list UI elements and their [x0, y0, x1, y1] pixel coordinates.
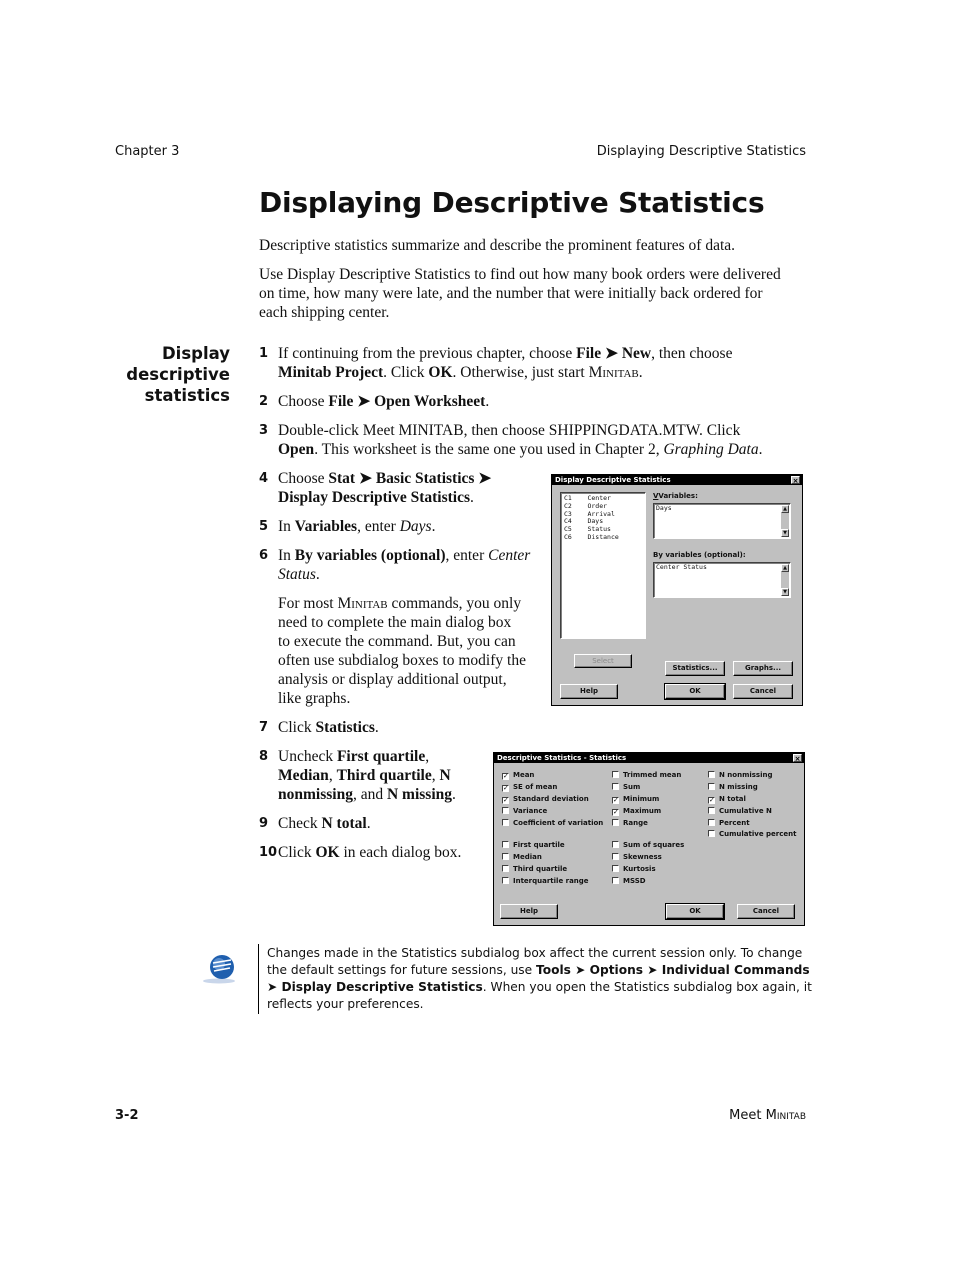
checkbox-trimmed-mean[interactable]: Trimmed mean — [612, 770, 681, 780]
checkbox-n-missing[interactable]: N missing — [708, 782, 758, 792]
dialog-title: Descriptive Statistics - Statistics — [497, 754, 627, 762]
checkbox-coefficient-of-variation[interactable]: Coefficient of variation — [502, 818, 603, 828]
variables-label: VVariables: — [653, 492, 698, 500]
note-divider — [258, 944, 259, 1014]
scrollbar[interactable] — [781, 564, 789, 596]
checkbox-third-quartile[interactable]: Third quartile — [502, 864, 567, 874]
checkbox-range[interactable]: Range — [612, 818, 648, 828]
checkbox-cumulative-n[interactable]: Cumulative N — [708, 806, 772, 816]
step-10: Click OK in each dialog box. — [278, 844, 462, 861]
step-number: 5 — [259, 519, 269, 534]
side-heading-line: statistics — [144, 386, 230, 405]
note-text: Changes made in the Statistics subdialog box affect the current session only. To change the default settings for future sessions, use Tools ➤ Options ➤ Individual Commands ➤ Display Descriptive Statistics. When you open the Statistics subdialog box again, it reflects your preferences. — [267, 946, 812, 1011]
scroll-down-icon[interactable]: ▼ — [781, 529, 789, 537]
checkbox-cumulative-percent[interactable]: Cumulative percent — [708, 829, 796, 839]
checkbox-minimum[interactable]: ✓ Minimum — [613, 795, 660, 804]
checkbox-mssd[interactable]: MSSD — [612, 876, 646, 886]
scrollbar[interactable] — [781, 505, 789, 537]
step-7: Click Statistics. — [278, 719, 379, 736]
step-4: Choose Stat ➤ Basic Statistics ➤ Display Descriptive Statistics. — [278, 470, 492, 506]
cancel-button[interactable]: Cancel — [733, 684, 793, 699]
graphs-button[interactable]: Graphs... — [733, 661, 793, 676]
side-heading-line: Display — [161, 344, 230, 363]
column-list[interactable]: C1 Center C2 Order C3 Arrival C4 Days C5 Status C6 Distance — [560, 492, 646, 639]
step-8: Uncheck First quartile, Median, Third quartile, N nonmissing, and N missing. — [278, 748, 456, 803]
page-number: 3-2 — [115, 1108, 139, 1123]
checkbox-variance[interactable]: Variance — [502, 806, 547, 816]
intro-paragraph-2 — [259, 265, 781, 322]
ok-button[interactable]: OK — [666, 904, 724, 919]
step-number: 8 — [259, 749, 269, 764]
running-header-chapter: Chapter 3 — [115, 144, 180, 159]
checkbox-mean[interactable]: ✓ Mean — [503, 771, 535, 780]
dialog-title-bar — [494, 753, 804, 763]
help-button[interactable]: Help — [500, 904, 558, 919]
checkbox-n-nonmissing[interactable]: N nonmissing — [708, 770, 773, 780]
ok-button[interactable]: OK — [665, 684, 725, 699]
display-descriptive-statistics-dialog — [551, 474, 803, 706]
step-number: 2 — [259, 394, 269, 409]
intro-line: on time, how many were late, and the number that were initially back ordered for — [259, 285, 763, 302]
step-number: 3 — [259, 423, 269, 438]
scroll-down-icon[interactable]: ▼ — [781, 588, 789, 596]
checkbox-kurtosis[interactable]: Kurtosis — [612, 864, 656, 874]
page-title: Displaying Descriptive Statistics — [259, 186, 765, 219]
scroll-up-icon[interactable]: ▲ — [781, 564, 789, 572]
checkbox-interquartile-range[interactable]: Interquartile range — [502, 876, 589, 886]
checkbox-sum[interactable]: Sum — [612, 782, 640, 792]
step-9: Check N total. — [278, 815, 371, 832]
intro-paragraph-1: Descriptive statistics summarize and describe the prominent features of data. — [259, 237, 736, 254]
footer-book-title: Meet Minitab — [729, 1108, 806, 1123]
step-6: In By variables (optional), enter Center Status. — [278, 547, 531, 583]
step-number: 4 — [259, 471, 269, 486]
checkbox-percent[interactable]: Percent — [708, 818, 750, 828]
side-heading-line: descriptive — [126, 365, 230, 384]
statistics-subdialog — [493, 752, 805, 926]
cancel-button[interactable]: Cancel — [737, 904, 795, 919]
by-variables-value: Center Status — [656, 563, 707, 571]
checkbox-median[interactable]: Median — [502, 852, 542, 862]
help-button[interactable]: Help — [560, 684, 618, 699]
step-number: 10 — [259, 845, 278, 860]
step-number: 9 — [259, 816, 269, 831]
step-number: 7 — [259, 720, 269, 735]
checkbox-se-of-mean[interactable]: ✓ SE of mean — [503, 783, 558, 792]
checkbox-sum-of-squares[interactable]: Sum of squares — [612, 840, 684, 850]
step-number: 6 — [259, 548, 269, 563]
step-number: 1 — [259, 346, 269, 361]
intro-line: each shipping center. — [259, 304, 390, 321]
checkbox-n-total[interactable]: ✓ N total — [709, 795, 746, 804]
variables-value: Days — [656, 504, 672, 512]
checkbox-maximum[interactable]: ✓ Maximum — [613, 807, 662, 816]
dialog-title-bar — [552, 475, 802, 485]
step-1: If continuing from the previous chapter, choose File ➤ New, then choose Minitab Project. Click OK. Otherwise, just start Minitab. — [278, 345, 733, 381]
close-icon[interactable]: × — [794, 755, 801, 763]
variables-field[interactable] — [653, 503, 791, 539]
step-2: Choose File ➤ Open Worksheet. — [278, 393, 490, 410]
note-icon — [200, 952, 240, 984]
checkbox-first-quartile[interactable]: First quartile — [502, 840, 565, 850]
scroll-up-icon[interactable]: ▲ — [781, 505, 789, 513]
step-6-note: For most Minitab commands, you only need to complete the main dialog box to execute the command. But, you can often use subdialog boxes to modify the analysis or display additional output, like graphs. — [278, 595, 526, 707]
checkbox-standard-deviation[interactable]: ✓ Standard deviation — [503, 795, 589, 804]
step-5: In Variables, enter Days. — [278, 518, 436, 535]
dialog-title: Display Descriptive Statistics — [555, 476, 671, 484]
close-icon[interactable]: × — [792, 477, 799, 485]
side-heading — [110, 343, 230, 406]
by-variables-field[interactable] — [653, 562, 791, 598]
checkbox-skewness[interactable]: Skewness — [612, 852, 662, 862]
running-header-section: Displaying Descriptive Statistics — [596, 144, 806, 159]
intro-line: Use Display Descriptive Statistics to find out how many book orders were delivered — [259, 266, 781, 283]
by-variables-label: By variables (optional): — [653, 551, 746, 559]
step-3: Double-click Meet MINITAB, then choose SHIPPINGDATA.MTW. Click Open. This worksheet is the same one you used in Chapter 2, Graphing Data. — [278, 422, 763, 458]
select-button[interactable]: Select — [574, 654, 632, 668]
statistics-button[interactable]: Statistics... — [665, 661, 725, 676]
